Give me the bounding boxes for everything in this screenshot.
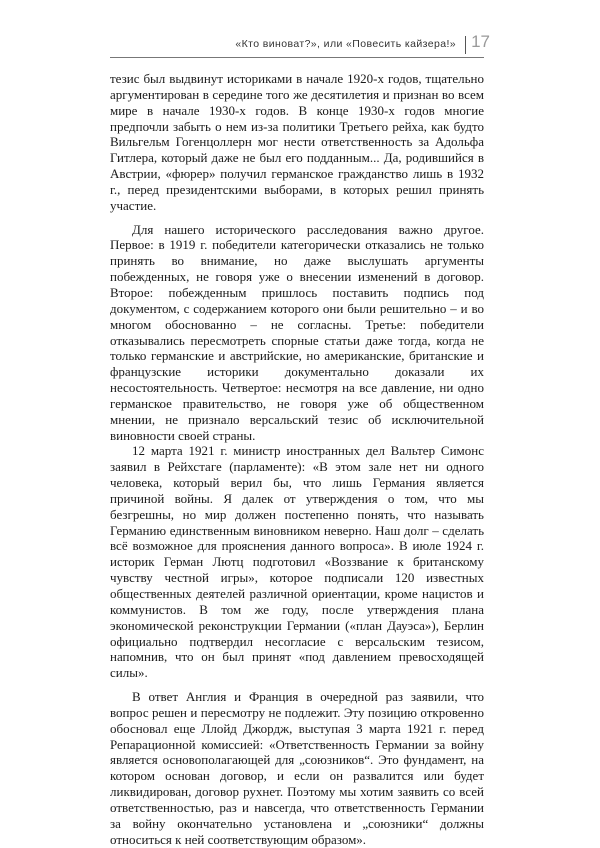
running-title: «Кто виноват?», или «Повесить кайзера!»	[235, 38, 456, 50]
running-header	[110, 32, 490, 58]
body-text	[110, 71, 484, 848]
page-number: 17	[471, 32, 490, 51]
paragraph-3: 12 марта 1921 г. министр иностранных дел Вальтер Симонс заявил в Рейхстаге (парламенте): «В этом зале нет ни одного человека, который верил бы, что лишь Германия является причиной войны. Я далек от утверждения о том, что мы безгрешны, но мир должен постепенно понять, что называть Германию единственным виновником неверно. Наш долг – сделать всё возможное для прояснения данного вопроса». В июле 1924 г. историк Герман Лютц подготовил «Воззвание к британскому чувству честной игры», которое подписали 120 известных общественных деятелей различной ориентации, кроме нацистов и коммунистов. В том же году, после утверждения плана экономической реконструкции Германии («план Дауэса»), Берлин официально подтвердил несогласие с версальским тезисом, напомнив, что он был принят «под давлением превосходящей силы».	[110, 443, 484, 681]
header-rule	[110, 57, 484, 58]
paragraph-2: Для нашего исторического расследования важно другое. Первое: в 1919 г. победители категорически отказались не только принять во внимание, но даже выслушать аргументы побежденных, не говоря уже о внесении изменений в договор. Второе: побежденным пришлось поставить подпись под документом, с содержанием которого они были решительно – и во многом обоснованно – не согласны. Третье: победители отказывались пересмотреть спорные статьи даже тогда, когда не только германские и австрийские, но американские, британские и французские историки документально доказали их несостоятельность. Четвертое: несмотря на все давление, ни одно германское правительство, не говоря уже об общественном мнении, не признало версальский тезис об исключительной виновности своей страны.	[110, 221, 484, 443]
header-separator	[465, 36, 466, 54]
paragraph-1: тезис был выдвинут историками в начале 1920-х годов, тщательно аргументирован в середине того же десятилетия и признан во всем мире в начале 1930-х годов. В конце 1930-х годов многие предпочли забыть о нем из-за политики Третьего рейха, как будто Вильгельм Гогенцоллерн мог нести ответственность за Адольфа Гитлера, который даже не был его подданным... Да, родившийся в Австрии, «фюрер» получил германское гражданство лишь в 1932 г., перед президентскими выборами, в которых решил принять участие.	[110, 71, 484, 213]
paragraph-4: В ответ Англия и Франция в очередной раз заявили, что вопрос решен и пересмотру не подлежит. Эту позицию откровенно обосновал еще Ллойд Джордж, выступая 3 марта 1921 г. перед Репарационной комиссией: «Ответственность Германии за войну является основополагающей для „союзников“. Это фундамент, на котором основан договор, и если он развалится или будет ликвидирован, договор рухнет. Поэтому мы хотим заявить со всей ответственностью, раз и навсегда, что ответственность Германии за войну окончательно установлена и „союзники“ должны относиться к ней соответствующим образом».	[110, 689, 484, 847]
